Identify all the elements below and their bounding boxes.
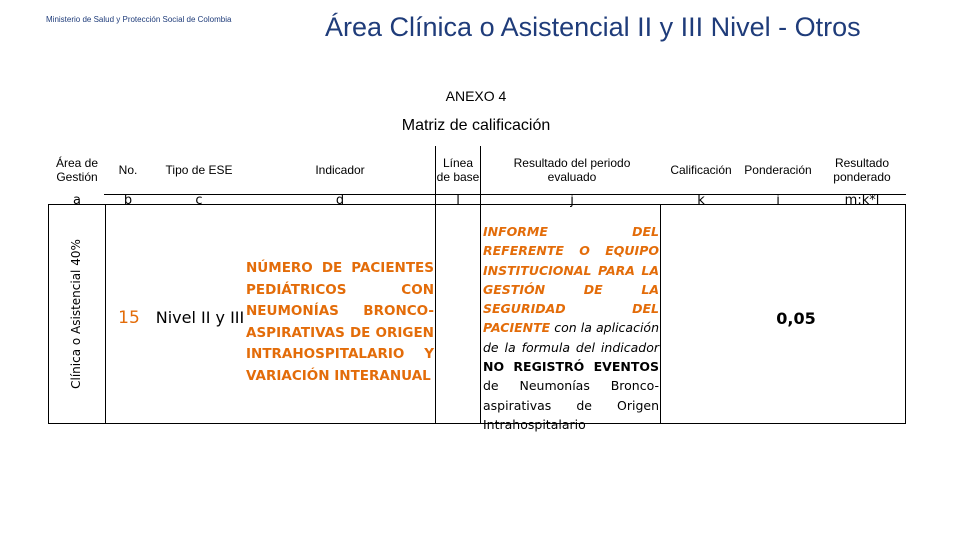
indicator-text: NÚMERO DE PACIENTES PEDIÁTRICOS CON NEUMONÍAS BRONCO-ASPIRATIVAS DE ORIGEN INTRAHOSPITALARIO Y VARIACIÓN INTERANUAL xyxy=(246,260,434,384)
indicator-number: 15 xyxy=(118,308,140,328)
matrix-title: Matriz de calificación xyxy=(401,117,551,134)
col-letter-l: l xyxy=(456,193,460,208)
col-header-indicador: Indicador xyxy=(315,163,365,177)
col-letter-b: b xyxy=(123,193,133,208)
col-header-linea-base: Línea de base xyxy=(436,156,480,184)
ese-type: Nivel II y III xyxy=(155,308,245,327)
col-header-no: No. xyxy=(118,163,138,177)
col-header-resultado: Resultado del periodo evaluado xyxy=(513,156,631,184)
col-header-calificacion: Calificación xyxy=(670,163,732,177)
col-header-tipo: Tipo de ESE xyxy=(165,163,233,177)
col-header-area: Área de Gestión xyxy=(55,156,99,184)
page-title: Área Clínica o Asistencial II y III Nivel - Otros xyxy=(325,12,861,42)
col-letter-k: k xyxy=(697,193,705,208)
col-letter-j: j xyxy=(570,193,574,208)
result-outcome: NO REGISTRÓ EVENTOS xyxy=(483,359,659,375)
col-header-ponderacion: Ponderación xyxy=(744,163,812,177)
area-cell xyxy=(48,204,104,424)
result-method: con la aplicación de la formula del indicador xyxy=(483,320,659,355)
annex-label: ANEXO 4 xyxy=(445,88,507,104)
col-header-resultado-ponderado: Resultado ponderado xyxy=(833,156,891,184)
result-detail: de Neumonías Bronco-aspirativas de Origen Intrahospitalario xyxy=(483,378,659,432)
col-letter-i: i xyxy=(776,193,780,208)
col-letter-a: a xyxy=(73,193,81,208)
col-letter-d: d xyxy=(335,193,345,208)
col-letter-c: c xyxy=(195,193,203,208)
result-source: INFORME DEL REFERENTE O EQUIPO INSTITUCIONAL PARA LA GESTIÓN DE LA SEGURIDAD DEL PACIENTE xyxy=(483,224,659,336)
ministry-label: Ministerio de Salud y Protección Social de Colombia xyxy=(46,15,232,24)
period-result xyxy=(483,222,659,434)
col-letter-m: m:k*l xyxy=(844,193,880,208)
area-label: Clínica o Asistencial 40% xyxy=(69,239,84,389)
weighting-value: 0,05 xyxy=(776,309,816,328)
qualification-matrix xyxy=(48,146,906,432)
